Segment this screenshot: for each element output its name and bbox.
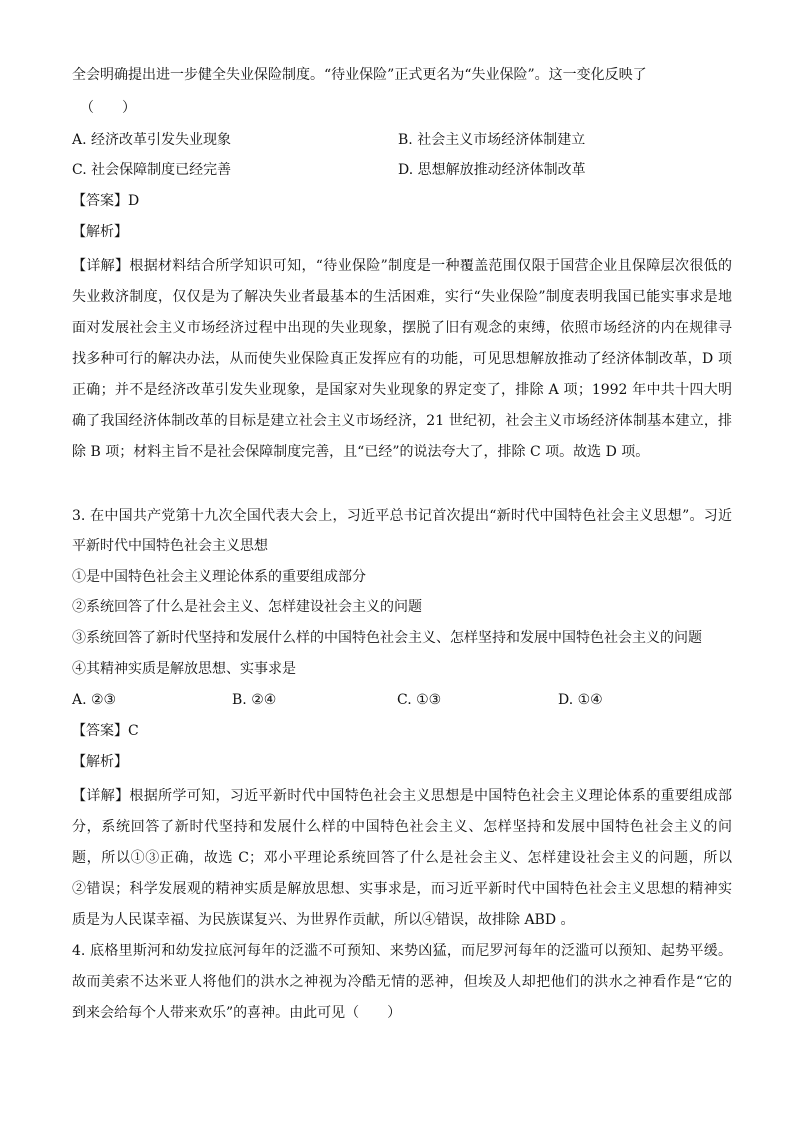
- q2-answer: 【答案】D: [72, 193, 140, 209]
- q2-detail-line: 确了我国经济体制改革的目标是建立社会主义市场经济，21 世纪初，社会主义市场经济体制基本建立，排: [72, 413, 732, 429]
- q3-detail-line: ②错误；科学发展观的精神实质是解放思想、实事求是，而习近平新时代中国特色社会主义思想的精神实: [72, 881, 732, 897]
- q2-detail-line: 失业救济制度，仅仅是为了解决失业者最基本的生活困难，实行“失业保险”制度表明我国已能实事求是地: [72, 289, 732, 305]
- q2-detail-line: 除 B 项；材料主旨不是社会保障制度完善，且“已经”的说法夸大了，排除 C 项。故选 D 项。: [72, 444, 650, 460]
- q3-statement-4: ④其精神实质是解放思想、实事求是: [72, 661, 296, 677]
- q3-answer: 【答案】C: [72, 723, 139, 739]
- q2-option-d: D. 思想解放推动经济体制改革: [398, 162, 586, 178]
- q2-analysis-label: 【解析】: [72, 224, 128, 240]
- q2-detail-line: 面对发展社会主义市场经济过程中出现的失业现象，摆脱了旧有观念的束缚，依照市场经济的内在规律寻: [72, 320, 732, 336]
- q2-answer-paren: （ ）: [80, 100, 136, 116]
- q2-option-a: A. 经济改革引发失业现象: [72, 132, 232, 148]
- q3-option-d: D. ①④: [558, 692, 603, 708]
- q2-detail-line: 【详解】根据材料结合所学知识可知，“待业保险”制度是一种覆盖范围仅限于国营企业且保障层次很低的: [72, 258, 732, 274]
- q4-stem-line: 故而美索不达米亚人将他们的洪水之神视为冷酷无情的恶神，但埃及人却把他们的洪水之神看作是“它的: [72, 974, 732, 990]
- q2-detail-line: 正确；并不是经济改革引发失业现象，是国家对失业现象的界定变了，排除 A 项；1992 年中共十四大明: [72, 382, 732, 398]
- q3-option-b: B. ②④: [232, 692, 277, 708]
- q2-detail-line: 找多种可行的解决办法，从而使失业保险真正发挥应有的功能，可见思想解放推动了经济体制改革，D 项: [72, 351, 732, 367]
- q3-statement-3: ③系统回答了新时代坚持和发展什么样的中国特色社会主义、怎样坚持和发展中国特色社会主义的问题: [72, 630, 702, 646]
- q3-option-c: C. ①③: [397, 692, 442, 708]
- q3-detail-line: 【详解】根据所学可知，习近平新时代中国特色社会主义思想是中国特色社会主义理论体系的重要组成部: [72, 788, 732, 804]
- q3-option-a: A. ②③: [72, 692, 117, 708]
- q3-stem-line: 3. 在中国共产党第十九次全国代表大会上，习近平总书记首次提出“新时代中国特色社会主义思想”。习近: [72, 508, 732, 524]
- q2-option-c: C. 社会保障制度已经完善: [72, 162, 232, 178]
- q3-detail-line: 题，所以①③正确，故选 C；邓小平理论系统回答了什么是社会主义、怎样建设社会主义的问题，所以: [72, 850, 732, 866]
- q3-statement-1: ①是中国特色社会主义理论体系的重要组成部分: [72, 569, 366, 585]
- q2-option-b: B. 社会主义市场经济体制建立: [398, 132, 586, 148]
- q3-analysis-label: 【解析】: [72, 754, 128, 770]
- q2-stem-tail: 全会明确提出进一步健全失业保险制度。“待业保险”正式更名为“失业保险”。这一变化反映了: [72, 67, 647, 83]
- q3-detail-line: 质是为人民谋幸福、为民族谋复兴、为世界作贡献，所以④错误，故排除 ABD 。: [72, 912, 575, 928]
- q3-detail-line: 分，系统回答了新时代坚持和发展什么样的中国特色社会主义、怎样坚持和发展中国特色社会主义的问: [72, 819, 732, 835]
- q4-stem-line: 4. 底格里斯河和幼发拉底河每年的泛滥不可预知、来势凶猛，而尼罗河每年的泛滥可以预知、起势平缓。: [72, 943, 732, 959]
- q3-statement-2: ②系统回答了什么是社会主义、怎样建设社会主义的问题: [72, 599, 422, 615]
- q4-stem-line: 到来会给每个人带来欢乐”的喜神。由此可见（ ）: [72, 1005, 402, 1021]
- q3-stem-line: 平新时代中国特色社会主义思想: [72, 538, 268, 554]
